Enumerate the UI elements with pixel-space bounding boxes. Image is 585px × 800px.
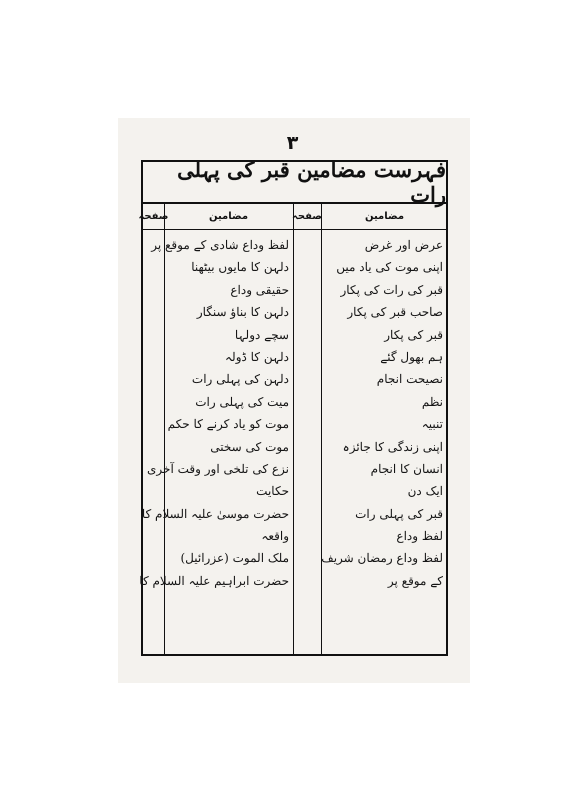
list-item: نزع کی تلخی اور وقت آخری [147,461,289,476]
list-item: موت کی سختی [210,439,289,454]
list-item: ہم بھول گئے [380,349,443,364]
list-item: حقیقی وداع [230,282,289,297]
list-item: سچے دولہا [234,327,289,342]
list-item: دلہن کا مایوں بیٹھنا [191,260,289,275]
right-topic-list [321,234,443,592]
list-item: لفظ وداع رمضان شریف [321,551,443,566]
list-item: قبر کی رات کی پکار [340,282,443,297]
list-item: حکایت [256,484,289,499]
left-topics-header: مضامین [208,211,249,222]
list-item: اپنی موت کی یاد میں [336,260,443,275]
list-item: موت کو یاد کرنے کا حکم [167,417,289,432]
list-item: لفظ وداع [396,529,443,544]
list-item: انسان کا انجام [370,461,443,476]
list-item: ایک دن [407,484,443,499]
list-item: حضرت ابراہیم علیہ السلام کا [139,573,289,588]
list-item: اپنی زندگی کا جائزہ [342,439,443,454]
left-topic-list [139,234,289,592]
list-item: واقعہ [261,529,289,544]
list-item: میت کی پہلی رات [195,394,289,409]
list-item: عرض اور غرض [364,238,443,252]
list-item: دلہن کا بناؤ سنگار [196,305,289,320]
list-item: حضرت موسیٰ علیہ السلام کا [141,506,289,521]
list-item: تنبیہ [421,417,443,432]
list-item: نصیحت انجام [376,372,443,387]
right-page-header: صفحہ [292,211,322,222]
list-item: نظم [421,394,443,409]
list-item: دلہن کی پہلی رات [191,372,289,387]
column-divider [293,204,294,654]
list-item: قبر کی پکار [384,327,443,342]
list-item: کے موقع پر [387,573,443,588]
list-item: ملک الموت (عزرائیل) [180,551,289,566]
list-item: لفظ وداع شادی کے موقع پر [151,238,289,252]
header-divider [143,229,446,230]
page-number: ٣ [286,132,299,154]
list-item: صاحب قبر کی پکار [347,305,443,320]
list-item: قبر کی پہلی رات [355,506,443,521]
contents-table [138,204,448,656]
page-title: فہرست مضامین قبر کی پہلی رات [141,160,448,204]
list-item: دلہن کا ڈولہ [225,349,289,364]
left-page-header: صفحہ [138,211,169,222]
right-topics-header: مضامین [364,211,405,222]
